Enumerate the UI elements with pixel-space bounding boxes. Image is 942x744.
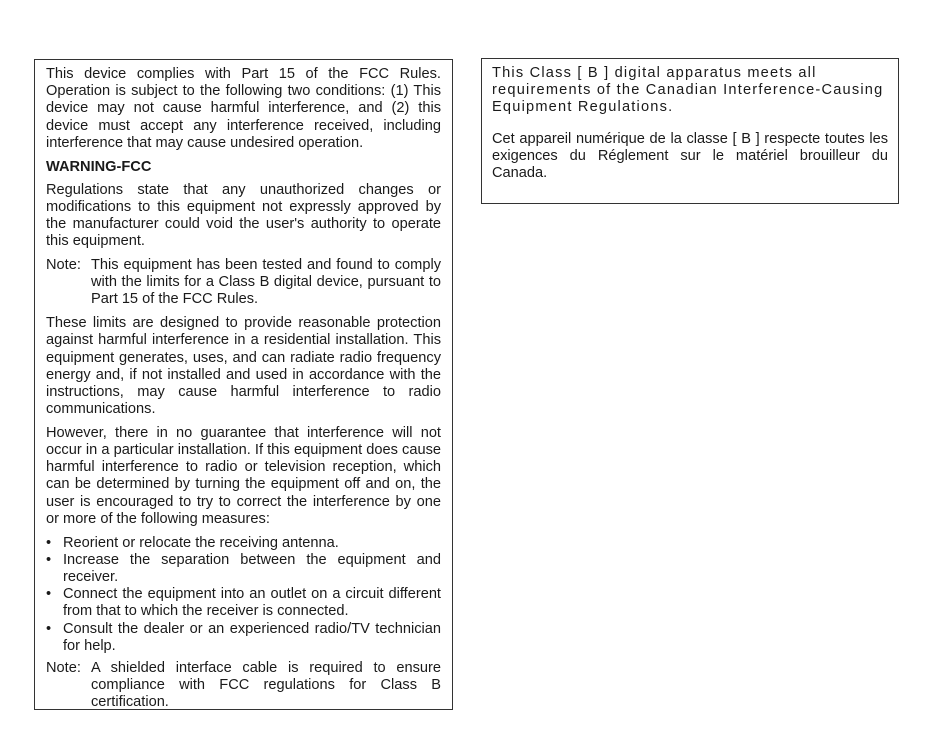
bullet-icon: • — [46, 620, 52, 637]
measure-text: Reorient or relocate the receiving antenna. — [63, 534, 339, 551]
note-label: Note: — [46, 660, 81, 676]
class-b-note — [46, 257, 441, 309]
bullet-icon: • — [46, 551, 52, 568]
warning-fcc-heading: WARNING-FCC — [46, 158, 152, 175]
canada-french-paragraph: Cet appareil numérique de la classe [ B ] respecte toutes les exigences du Réglement sur le matériel brouilleur du Canada. — [492, 130, 888, 182]
measure-text: Increase the separation between the equipment and receiver. — [63, 551, 441, 585]
bullet-icon: • — [46, 586, 52, 603]
measure-text: Consult the dealer or an experienced radio/TV technician for help. — [63, 620, 441, 654]
regulations-paragraph: Regulations state that any unauthorized changes or modifications to this equipment not expressly approved by the manufacturer could void the user's authority to operate this equipment. — [46, 181, 441, 250]
note-label: Note: — [46, 257, 81, 274]
list-item — [46, 535, 441, 552]
limits-paragraph: These limits are designed to provide reasonable protection against harmful interference in a residential installation. This equipment generates, uses, and can radiate radio frequency energy and, if not installed and used in accordance with the instructions, may cause harmful interference to radio communications. — [46, 315, 441, 418]
list-item — [46, 552, 441, 586]
measure-text: Connect the equipment into an outlet on a circuit different from that to which the receiver is connected. — [63, 586, 441, 620]
fcc-intro-paragraph: This device complies with Part 15 of the FCC Rules. Operation is subject to the following two conditions: (1) This device may not cause harmful interference, and (2) this device must accept any interference received, including interference that may cause undesired operation. — [46, 66, 441, 151]
canada-english-paragraph: This Class [ B ] digital apparatus meets all requirements of the Canadian Interference-Causing Equipment Regulations. — [492, 65, 884, 116]
list-item — [46, 621, 441, 655]
shielded-cable-note — [46, 660, 441, 712]
note-text: A shielded interface cable is required to ensure compliance with FCC regulations for Class B certification. — [91, 660, 441, 711]
measures-list — [46, 535, 441, 655]
note-text: This equipment has been tested and found to comply with the limits for a Class B digital device, pursuant to Part 15 of the FCC Rules. — [91, 257, 441, 308]
fcc-compliance-box — [34, 59, 453, 710]
canada-compliance-box — [481, 58, 899, 204]
however-paragraph: However, there in no guarantee that interference will not occur in a particular installation. If this equipment does cause harmful interference to radio or television reception, which can be determined by turning the equipment off and on, the user is encouraged to try to correct the interference by one or more of the following measures: — [46, 424, 441, 527]
list-item — [46, 586, 441, 620]
bullet-icon: • — [46, 534, 52, 551]
